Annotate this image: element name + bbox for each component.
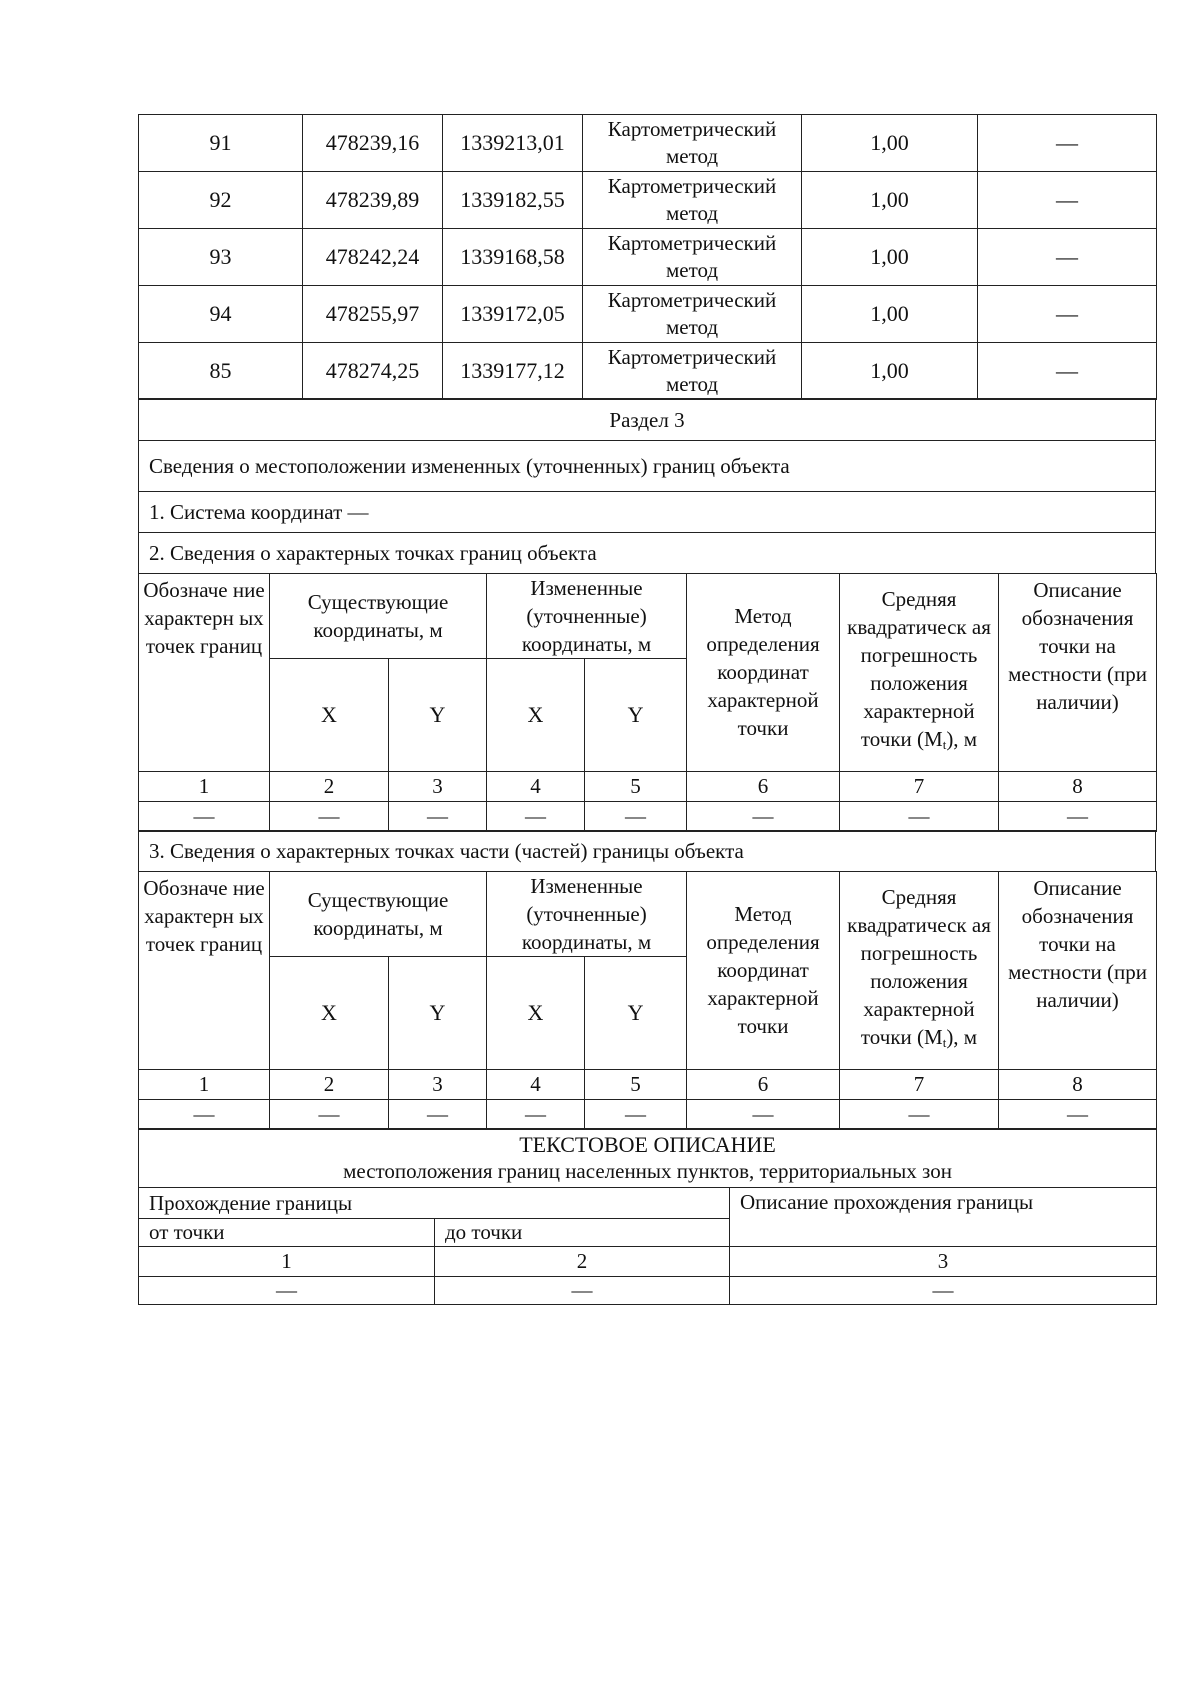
empty-cell: — (487, 1099, 585, 1129)
changed-coords-header: Измененные (уточненные) координаты, м (487, 871, 687, 956)
method (583, 172, 802, 229)
empty-cell: — (139, 801, 270, 831)
empty-row (139, 1277, 1157, 1305)
empty-cell: — (139, 1277, 435, 1305)
x-changed-header: X (487, 956, 585, 1069)
to-point-header: до точки (435, 1219, 730, 1247)
method (583, 115, 802, 172)
method-line: Картометрический (607, 117, 777, 141)
x-coordinate: 478274,25 (303, 343, 443, 400)
point-number: 93 (139, 229, 303, 286)
point-row (139, 115, 1157, 172)
method (583, 286, 802, 343)
description: — (978, 115, 1157, 172)
column-numbers-row (139, 1247, 1157, 1277)
method-line: метод (665, 144, 719, 168)
column-number: 2 (270, 771, 389, 801)
points-table (138, 114, 1157, 400)
point-row (139, 343, 1157, 400)
changed-coords-header: Измененные (уточненные) координаты, м (487, 573, 687, 658)
existing-coords-header: Существующие координаты, м (270, 573, 487, 658)
from-point-header: от точки (139, 1219, 435, 1247)
text-description-title: ТЕКСТОВОЕ ОПИСАНИЕ (519, 1132, 776, 1158)
passage-header: Прохождение границы (139, 1188, 730, 1219)
coord-system: 1. Система координат — (139, 492, 1156, 533)
column-number: 8 (999, 771, 1157, 801)
empty-cell: — (730, 1277, 1157, 1305)
point-number: 91 (139, 115, 303, 172)
point-number: 85 (139, 343, 303, 400)
accuracy: 1,00 (802, 115, 978, 172)
text-description-table (138, 1128, 1157, 1305)
accuracy: 1,00 (802, 343, 978, 400)
empty-cell: — (687, 801, 840, 831)
empty-cell: — (687, 1099, 840, 1129)
y-coordinate: 1339177,12 (443, 343, 583, 400)
column-number: 7 (840, 1069, 999, 1099)
accuracy-header: Средняя квадратическ ая погрешность положения характерной точки $(M_t)$, м (840, 573, 999, 771)
empty-cell: — (139, 1099, 270, 1129)
column-number: 4 (487, 1069, 585, 1099)
empty-cell: — (389, 1099, 487, 1129)
accuracy: 1,00 (802, 172, 978, 229)
column-number: 3 (389, 1069, 487, 1099)
column-numbers-row (139, 1069, 1157, 1099)
empty-cell: — (999, 801, 1157, 831)
description: — (978, 229, 1157, 286)
x-coordinate: 478239,89 (303, 172, 443, 229)
column-number: 2 (270, 1069, 389, 1099)
method-line: метод (665, 372, 719, 396)
x-changed-header: X (487, 658, 585, 771)
description-header: Описание обозначения точки на местности (при наличии) (999, 871, 1157, 1069)
y-existing-header: Y (389, 956, 487, 1069)
section-subtitle: Сведения о местоположении измененных (уточненных) границ объекта (139, 441, 1156, 492)
description: — (978, 343, 1157, 400)
part3-header (138, 830, 1156, 872)
column-number: 5 (585, 771, 687, 801)
part2-title: 2. Сведения о характерных точках границ объекта (139, 533, 1156, 574)
y-changed-header: Y (585, 956, 687, 1069)
y-coordinate: 1339172,05 (443, 286, 583, 343)
accuracy: 1,00 (802, 286, 978, 343)
method-header: Метод определения координат характерной точки (687, 573, 840, 771)
empty-cell: — (840, 801, 999, 831)
empty-cell: — (487, 801, 585, 831)
empty-cell: — (435, 1277, 730, 1305)
column-number: 2 (435, 1247, 730, 1277)
part3-table (138, 871, 1157, 1130)
method-line: Картометрический (607, 345, 777, 369)
column-number: 5 (585, 1069, 687, 1099)
point-row (139, 229, 1157, 286)
description: — (978, 172, 1157, 229)
point-row (139, 286, 1157, 343)
x-coordinate: 478255,97 (303, 286, 443, 343)
x-coordinate: 478242,24 (303, 229, 443, 286)
method-line: метод (665, 258, 719, 282)
method-header: Метод определения координат характерной точки (687, 871, 840, 1069)
designation-header: Обозначе ние характерн ых точек границ (139, 871, 270, 1069)
empty-cell: — (270, 801, 389, 831)
column-numbers-row (139, 771, 1157, 801)
column-number: 8 (999, 1069, 1157, 1099)
text-description-subtitle: местоположения границ населенных пунктов, территориальных зон (343, 1159, 952, 1184)
y-coordinate: 1339168,58 (443, 229, 583, 286)
column-number: 4 (487, 771, 585, 801)
description: — (978, 286, 1157, 343)
method-line: Картометрический (607, 231, 777, 255)
column-number: 1 (139, 1069, 270, 1099)
empty-row (139, 801, 1157, 831)
column-number: 6 (687, 1069, 840, 1099)
x-coordinate: 478239,16 (303, 115, 443, 172)
x-existing-header: X (270, 658, 389, 771)
empty-cell: — (270, 1099, 389, 1129)
designation-header: Обозначе ние характерн ых точек границ (139, 573, 270, 771)
y-existing-header: Y (389, 658, 487, 771)
point-number: 92 (139, 172, 303, 229)
method (583, 229, 802, 286)
empty-row (139, 1099, 1157, 1129)
column-number: 3 (389, 771, 487, 801)
empty-cell: — (389, 801, 487, 831)
method-line: метод (665, 201, 719, 225)
point-number: 94 (139, 286, 303, 343)
description-header: Описание обозначения точки на местности (при наличии) (999, 573, 1157, 771)
empty-cell: — (585, 801, 687, 831)
method (583, 343, 802, 400)
column-number: 6 (687, 771, 840, 801)
y-coordinate: 1339182,55 (443, 172, 583, 229)
existing-coords-header: Существующие координаты, м (270, 871, 487, 956)
column-number: 1 (139, 771, 270, 801)
column-number: 7 (840, 771, 999, 801)
empty-cell: — (840, 1099, 999, 1129)
document-page (138, 114, 1156, 1305)
method-line: Картометрический (607, 288, 777, 312)
point-row (139, 172, 1157, 229)
part2-table (138, 573, 1157, 832)
empty-cell: — (999, 1099, 1157, 1129)
passage-description-header: Описание прохождения границы (730, 1188, 1157, 1247)
accuracy-header: Средняя квадратическ ая погрешность положения характерной точки $(M_t)$, м (840, 871, 999, 1069)
y-coordinate: 1339213,01 (443, 115, 583, 172)
method-line: метод (665, 315, 719, 339)
section-title: Раздел 3 (139, 399, 1156, 441)
text-description-heading (139, 1129, 1157, 1188)
accuracy: 1,00 (802, 229, 978, 286)
column-number: 1 (139, 1247, 435, 1277)
y-changed-header: Y (585, 658, 687, 771)
section3-header (138, 398, 1156, 574)
column-number: 3 (730, 1247, 1157, 1277)
method-line: Картометрический (607, 174, 777, 198)
part3-title: 3. Сведения о характерных точках части (частей) границы объекта (139, 831, 1156, 872)
empty-cell: — (585, 1099, 687, 1129)
x-existing-header: X (270, 956, 389, 1069)
